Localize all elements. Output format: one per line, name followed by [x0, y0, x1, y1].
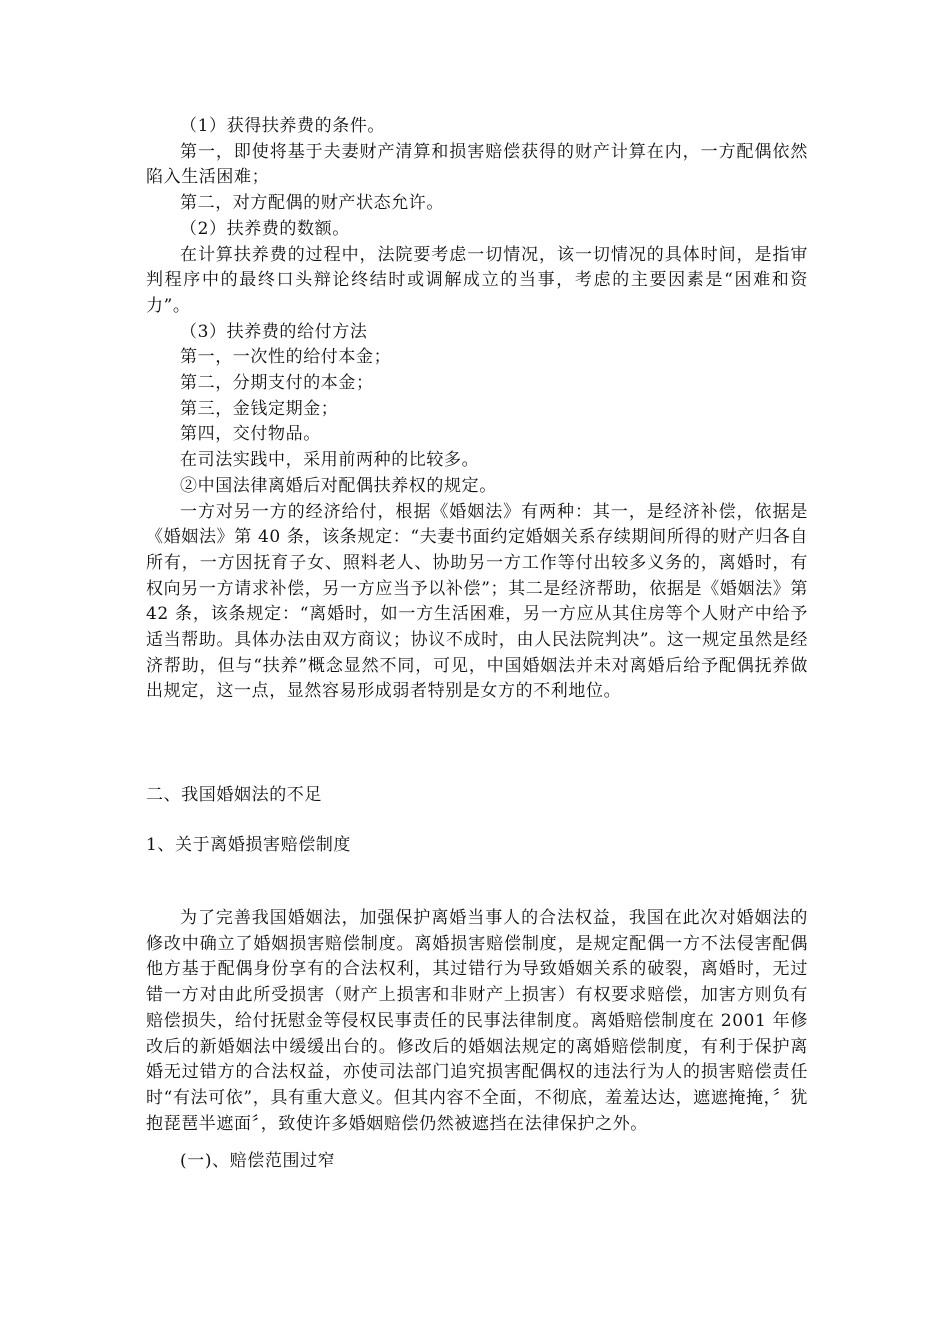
paragraph: 第二，对方配偶的财产状态允许。 [180, 193, 444, 214]
paragraph: （2）扶养费的数额。 [180, 218, 350, 239]
item-heading: (一)、赔偿范围过窄 [180, 1151, 336, 1171]
paragraph: （1）获得扶养费的条件。 [180, 116, 386, 136]
paragraph: 一方对另一方的经济给付，根据《婚姻法》有两种：其一，是经济补偿，依据是《婚姻法》第 40 条，该条规定：“夫妻书面约定婚姻关系存续期间所得的财产归各自所有，一方因抚育子女、照料老人、协助另一方工作等付出较多义务的，离婚时，有权向另一方请求补偿，另一方应当予以补偿”；其二是经济帮助，依据是《婚姻法》第 42 条，该条规定：“离婚时，如一方生活困难，另一方应从其住房等个人财产中给予适当帮助。具体办法由双方商议；协议不成时，由人民法院判决”。这一规定虽然是经济帮助，但与“扶养”概念显然不同，可见，中国婚姻法并未对离婚后给予配偶抚养做出规定，这一点，显然容易形成弱者特别是女方的不利地位。 [146, 501, 808, 702]
paragraph: 为了完善我国婚姻法，加强保护离婚当事人的合法权益，我国在此次对婚姻法的修改中确立了婚姻损害赔偿制度。离婚损害赔偿制度，是规定配偶一方不法侵害配偶他方基于配偶身份享有的合法权利，其过错行为导致婚姻关系的破裂，离婚时，无过错一方对由此所受损害（财产上损害和非财产上损害）有权要求赔偿，加害方则负有赔偿损失，给付抚慰金等侵权民事责任的民事法律制度。离婚赔偿制度在 2001 年修改后的新婚姻法中缓缓出台的。修改后的婚姻法规定的离婚赔偿制度，有利于保护离婚无过错方的合法权益，亦使司法部门追究损害配偶权的违法行为人的损害赔偿责任时“有法可依”，具有重大意义。但其内容不全面，不彻底，羞羞达达，遮遮掩掩，〞犹抱琵琶半遮面〞，致使许多婚姻赔偿仍然被遮挡在法律保护之外。 [146, 908, 808, 1134]
section-heading: 二、我国婚姻法的不足 [146, 785, 322, 805]
paragraph: 第一，即使将基于夫妻财产清算和损害赔偿获得的财产计算在内，一方配偶依然陷入生活困难； [146, 141, 808, 188]
paragraph: 第一，一次性的给付本金； [180, 347, 392, 368]
paragraph: （3）扶养费的给付方法 [180, 321, 368, 342]
text-block-alimony [146, 114, 808, 705]
paragraph: 第四，交付物品。 [180, 424, 321, 445]
paragraph: 第三，金钱定期金； [180, 398, 339, 419]
sub-heading: 1、关于离婚损害赔偿制度 [146, 835, 352, 855]
paragraph: 在司法实践中，采用前两种的比较多。 [180, 450, 480, 471]
text-block-compensation [146, 906, 808, 1137]
paragraph: 在计算扶养费的过程中，法院要考虑一切情况，该一切情况的具体时间，是指审判程序中的最终口头辩论终结时或调解成立的当事，考虑的主要因素是“困难和资力”。 [146, 244, 808, 316]
paragraph: ②中国法律离婚后对配偶扶养权的规定。 [180, 475, 497, 496]
paragraph: 第二，分期支付的本金； [180, 373, 374, 394]
